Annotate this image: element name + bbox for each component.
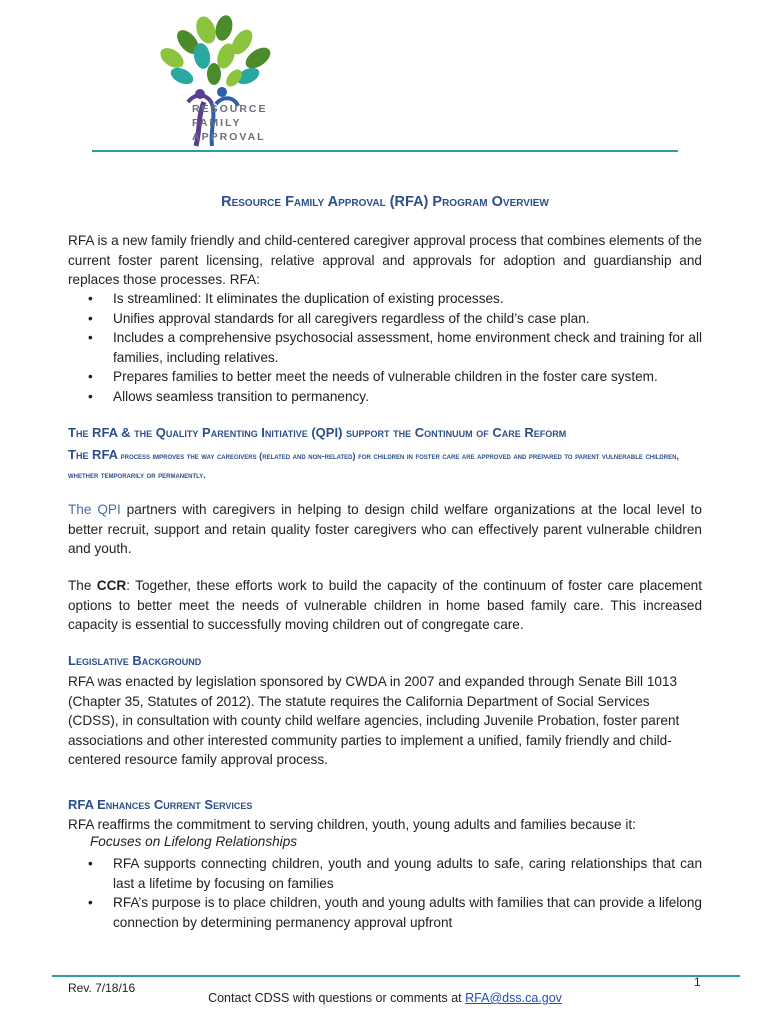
qpi-lead: The QPI — [68, 502, 121, 517]
logo-wordmark — [192, 102, 268, 144]
list-item: • Includes a comprehensive psychosocial assessment, home environment check and training for all families, including relatives. — [68, 328, 702, 367]
legislative-heading: Legislative Background — [68, 653, 202, 668]
list-item: • Prepares families to better meet the needs of vulnerable children in the foster care system. — [68, 367, 702, 387]
enhances-bullet-list — [68, 854, 702, 932]
rfa-process-statement — [68, 445, 708, 485]
logo-line-1: RESOURCE — [192, 103, 268, 115]
logo-line-2: FAMILY — [192, 117, 242, 129]
legislative-paragraph: RFA was enacted by legislation sponsored by CWDA in 2007 and expanded through Senate Bill 1013 (Chapter 35, Statutes of 2012). The statute requires the California Department of Social Services (CDSS), in consultation with county child welfare agencies, including Juvenile Probation, foster parent associations and other interested community parties to implement a unified, family friendly and child-centered resource family approval process. — [68, 674, 680, 767]
footer-divider — [52, 975, 740, 977]
list-item: • Is streamlined: It eliminates the duplication of existing processes. — [68, 289, 702, 309]
contact-email-link[interactable]: RFA@dss.ca.gov — [465, 991, 562, 1005]
logo-line-3: APPROVAL — [192, 131, 266, 143]
list-item: • RFA’s purpose is to place children, youth and young adults with families that can provide a lifelong connection by determining permanency approval upfront — [68, 893, 702, 932]
enhances-subheading: Focuses on Lifelong Relationships — [90, 834, 298, 849]
rfa-process-lead: The RFA — [68, 447, 119, 462]
enhances-paragraph: RFA reaffirms the commitment to serving children, youth, young adults and families because it: — [68, 817, 636, 832]
ccr-the: The — [68, 578, 97, 593]
ccr-rest: : Together, these efforts work to build the capacity of the continuum of foster care placement options to better meet the needs of vulnerable children in home based family care. This increased capacity is essential to successfully moving children out of congregate care. — [68, 578, 702, 632]
tree-leaves — [157, 13, 274, 89]
revision-date: Rev. 7/18/16 — [68, 981, 136, 995]
page-number: 1 — [694, 975, 701, 989]
ccr-lead: CCR — [96, 578, 127, 593]
ccr-paragraph — [68, 576, 702, 635]
header-divider — [92, 150, 678, 152]
intro-paragraph: RFA is a new family friendly and child-centered caregiver approval process that combines elements of the current foster parent licensing, relative approval and approvals for adoption and guardianship and replaces those processes. RFA: — [68, 233, 702, 287]
contact-text: Contact CDSS with questions or comments at — [208, 991, 466, 1005]
enhances-heading: RFA Enhances Current Services — [68, 797, 253, 812]
list-item: • Allows seamless transition to permanency. — [68, 387, 702, 407]
intro-bullet-list — [68, 289, 702, 406]
qpi-section-heading: The RFA & the Quality Parenting Initiative (QPI) support the Continuum of Care Reform — [68, 425, 567, 440]
rfa-process-rest: process improves the way caregivers (related and non-related) for children in foster care are approved and prepared to parent vulnerable children, whether temporarily or permanently. — [68, 451, 679, 480]
footer-contact — [0, 991, 770, 1005]
qpi-rest: partners with caregivers in helping to design child welfare organizations at the local level to better recruit, support and retain quality foster caregivers who can effectively parent vulnerable children and youth. — [68, 502, 702, 556]
list-item: • Unifies approval standards for all caregivers regardless of the child’s case plan. — [68, 309, 702, 329]
page-title: Resource Family Approval (RFA) Program Overview — [221, 194, 549, 210]
list-item: • RFA supports connecting children, youth and young adults to safe, caring relationships that can last a lifetime by focusing on families — [68, 854, 702, 893]
qpi-paragraph — [68, 500, 702, 559]
